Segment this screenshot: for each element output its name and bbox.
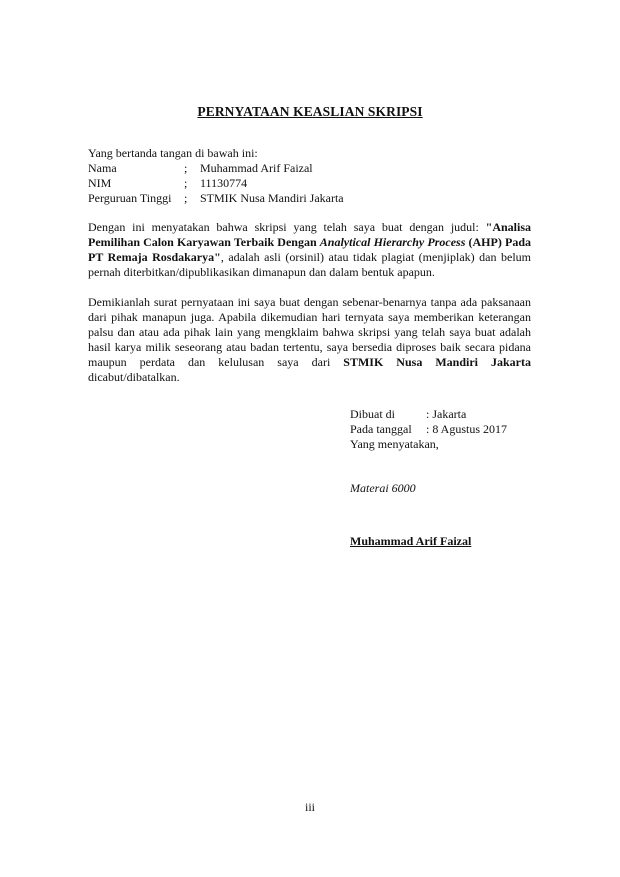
name-label: Nama <box>88 161 117 175</box>
identity-row-nim <box>88 176 344 191</box>
signature-block <box>350 407 507 452</box>
statement-tail: , adalah asli (orsinil) atau tidak plagiat (menjiplak) dan belum pernah diterbitkan/dipublikasikan dimanapun dan dalam bentuk apapun. <box>88 250 531 279</box>
closing-line: Yang menyatakan, <box>350 437 439 451</box>
page-number: iii <box>304 800 315 814</box>
statement-paragraph <box>88 220 531 280</box>
thesis-title-italic: Analytical Hierarchy Process <box>319 235 466 249</box>
date-label: Pada tanggal <box>350 422 412 436</box>
identity-row-name <box>88 161 344 176</box>
nim-value: 11130774 <box>200 176 248 190</box>
nim-separator: ; <box>184 176 188 190</box>
declaration-tail: dicabut/dibatalkan. <box>88 370 180 384</box>
statement-lead: Dengan ini menyatakan bahwa skripsi yang telah saya buat dengan judul: <box>88 220 486 234</box>
document-title: PERNYATAAN KEASLIAN SKRIPSI <box>197 104 423 119</box>
name-separator: ; <box>184 161 188 175</box>
nim-label: NIM <box>88 176 112 190</box>
institution-name: STMIK Nusa Mandiri Jakarta <box>343 355 531 369</box>
declaration-paragraph <box>88 295 531 385</box>
place-label: Dibuat di <box>350 407 395 421</box>
school-label: Perguruan Tinggi <box>88 191 172 205</box>
school-separator: ; <box>184 191 188 205</box>
school-value: STMIK Nusa Mandiri Jakarta <box>200 191 344 205</box>
signature-date-row <box>350 422 507 437</box>
thesis-title-part2: (AHP) Pada PT Remaja Rosdakarya" <box>88 235 531 264</box>
name-value: Muhammad Arif Faizal <box>200 161 313 175</box>
intro-line: Yang bertanda tangan di bawah ini: <box>88 146 258 160</box>
identity-row-school <box>88 191 344 206</box>
thesis-title-part1: "Analisa Pemilihan Calon Karyawan Terbaik Dengan <box>88 220 531 249</box>
signer-name: Muhammad Arif Faizal <box>350 534 472 548</box>
date-value: : 8 Agustus 2017 <box>426 422 508 436</box>
signature-place-row <box>350 407 507 422</box>
declaration-text: Demikianlah surat pernyataan ini saya buat dengan sebenar-benarnya tanpa ada paksanaan dari pihak manapun juga. Apabila dikemudian hari ternyata saya memberikan keterangan palsu dan atau ada pihak lain yang mengklaim bahwa skripsi yang telah saya buat adalah hasil karya milik seseorang atau badan tertentu, saya bersedia diproses baik secara pidana maupun perdata dan kelulusan saya dari <box>88 295 531 369</box>
place-value: : Jakarta <box>426 407 467 421</box>
identity-table <box>88 161 344 206</box>
materai-stamp: Materai 6000 <box>350 481 416 495</box>
